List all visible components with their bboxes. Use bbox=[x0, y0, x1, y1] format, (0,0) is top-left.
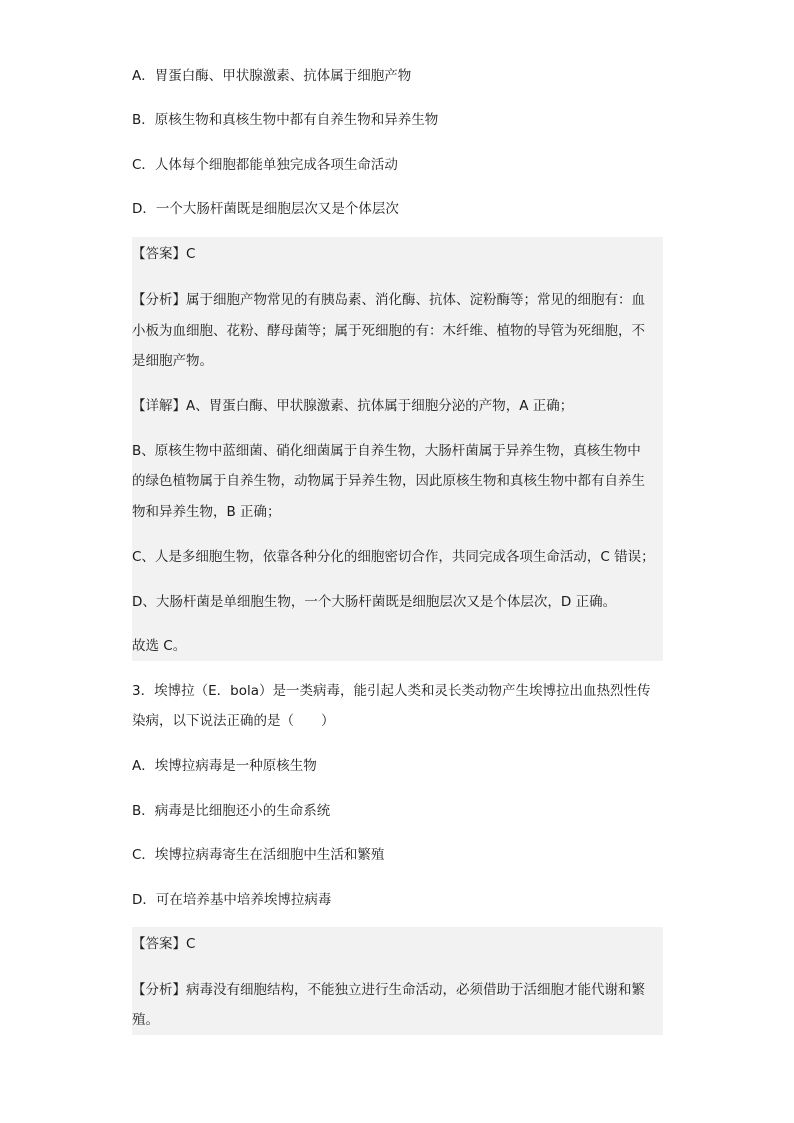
q2-detail-line-6: D、大肠杆菌是单细胞生物，一个大肠杆菌既是细胞层次又是个体层次，D 正确。 bbox=[132, 594, 617, 610]
answer-label: 【答案】 bbox=[132, 246, 186, 262]
q2-option-c: C．人体每个细胞都能单独完成各项生命活动 bbox=[132, 157, 398, 173]
q2-option-a: A．胃蛋白酶、甲状腺激素、抗体属于细胞产物 bbox=[132, 68, 412, 84]
detail-text: A、胃蛋白酶、甲状腺激素、抗体属于细胞分泌的产物，A 正确； bbox=[186, 398, 574, 414]
q2-detail-line-5: C、人是多细胞生物，依靠各种分化的细胞密切合作，共同完成各项生命活动，C 错误； bbox=[132, 549, 655, 565]
analysis-text: 属于细胞产物常见的有胰岛素、消化酶、抗体、淀粉酶等；常见的细胞有：血 bbox=[186, 292, 645, 308]
q3-stem-line-1: 3．埃博拉（E．bola）是一类病毒，能引起人类和灵长类动物产生埃博拉出血热烈性传 bbox=[132, 683, 651, 699]
q3-option-d: D．可在培养基中培养埃博拉病毒 bbox=[132, 892, 332, 908]
q2-analysis-line-3: 是细胞产物。 bbox=[132, 353, 213, 369]
q3-answer bbox=[132, 934, 663, 954]
q2-option-b: B．原核生物和真核生物中都有自养生物和异养生物 bbox=[132, 112, 439, 128]
analysis-label: 【分析】 bbox=[132, 982, 186, 998]
q3-solution-block bbox=[132, 927, 663, 1035]
q2-answer bbox=[132, 244, 663, 264]
q3-option-a: A．埃博拉病毒是一种原核生物 bbox=[132, 758, 317, 774]
answer-value: C bbox=[186, 246, 196, 262]
q2-option-d: D．一个大肠杆菌既是细胞层次又是个体层次 bbox=[132, 201, 399, 217]
q3-stem-line-2: 染病，以下说法正确的是（ ） bbox=[132, 713, 335, 729]
answer-value: C bbox=[186, 936, 196, 952]
q2-detail-line-2: B、原核生物中蓝细菌、硝化细菌属于自养生物，大肠杆菌属于异养生物，真核生物中 bbox=[132, 443, 641, 459]
q3-analysis-line-1 bbox=[132, 980, 663, 1000]
q2-detail-line-7: 故选 C。 bbox=[132, 638, 187, 654]
detail-label: 【详解】 bbox=[132, 398, 186, 414]
q3-option-b: B．病毒是比细胞还小的生命系统 bbox=[132, 803, 331, 819]
analysis-label: 【分析】 bbox=[132, 292, 186, 308]
answer-label: 【答案】 bbox=[132, 936, 186, 952]
q3-option-c: C．埃博拉病毒寄生在活细胞中生活和繁殖 bbox=[132, 847, 385, 863]
q3-analysis-line-2: 殖。 bbox=[132, 1012, 159, 1028]
q2-analysis-line-2: 小板为血细胞、花粉、酵母菌等；属于死细胞的有：木纤维、植物的导管为死细胞，不 bbox=[132, 323, 645, 339]
q2-detail-line-1 bbox=[132, 396, 663, 416]
q2-analysis-line-1 bbox=[132, 290, 663, 310]
q2-detail-line-4: 物和异养生物，B 正确； bbox=[132, 504, 281, 520]
analysis-text: 病毒没有细胞结构，不能独立进行生命活动，必须借助于活细胞才能代谢和繁 bbox=[186, 982, 645, 998]
q2-solution-block bbox=[132, 237, 663, 661]
q2-detail-line-3: 的绿色植物属于自养生物，动物属于异养生物，因此原核生物和真核生物中都有自养生 bbox=[132, 473, 645, 489]
